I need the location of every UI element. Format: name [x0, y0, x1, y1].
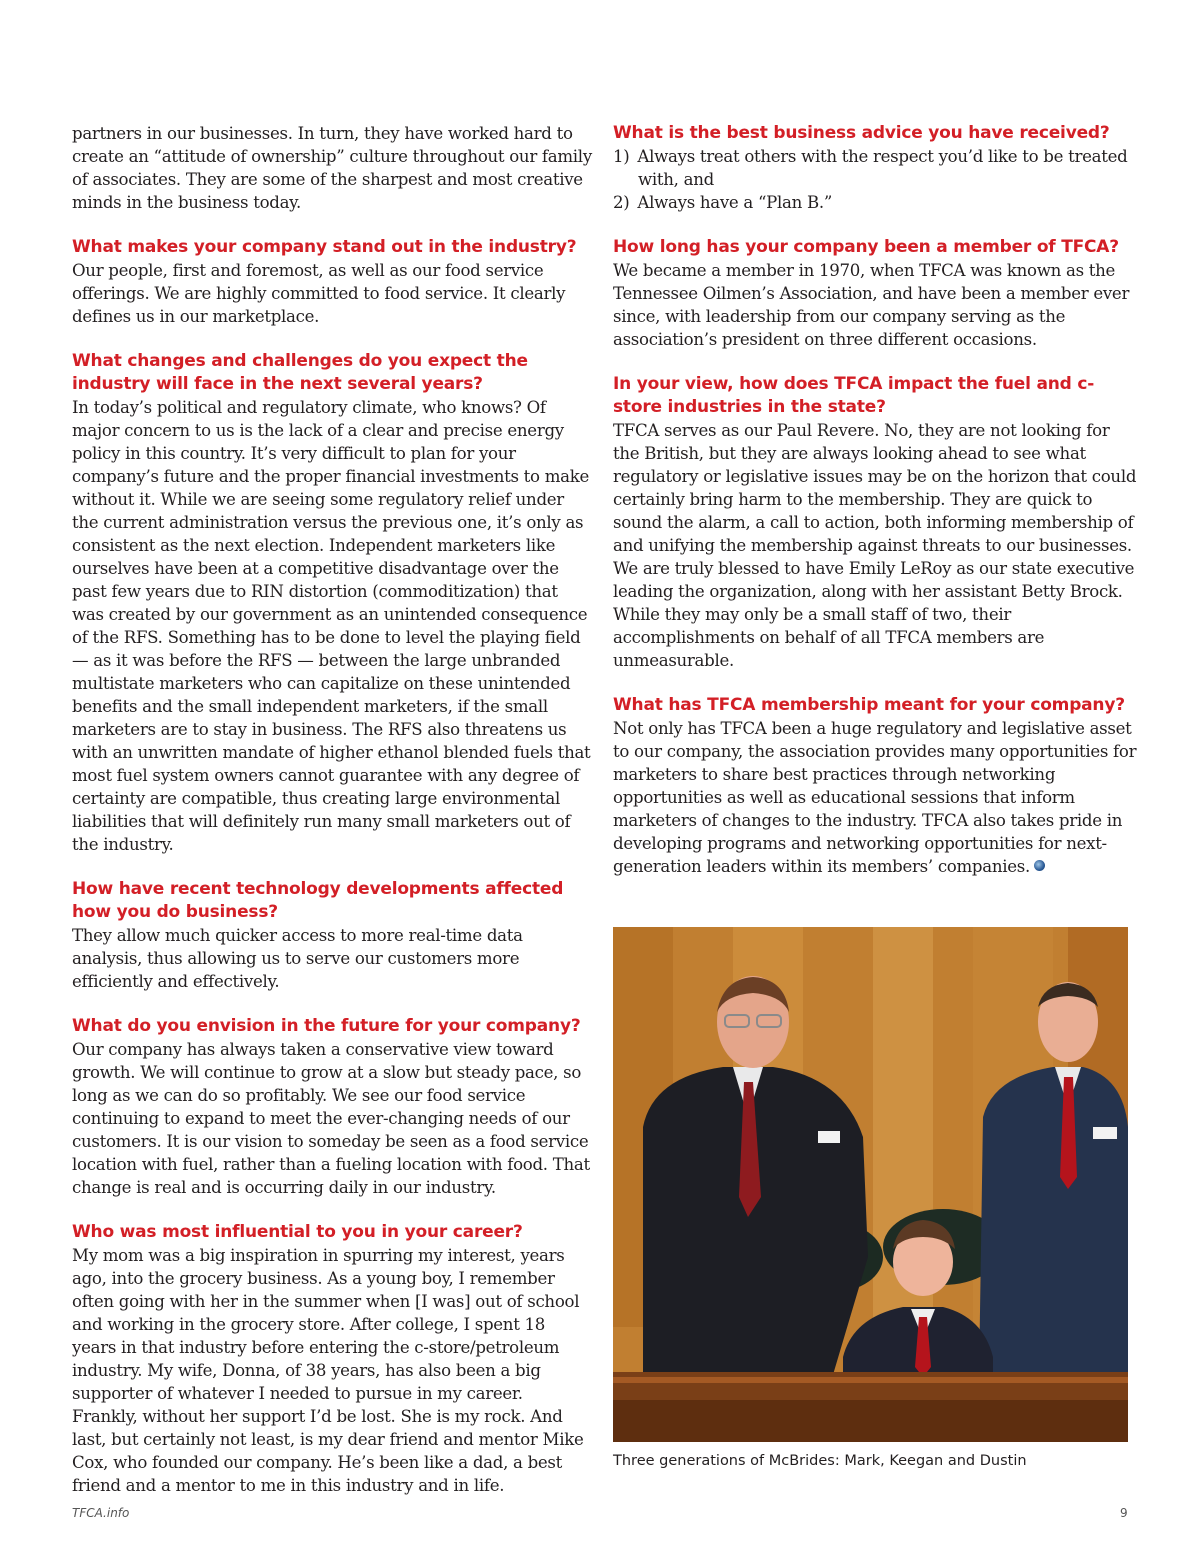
photo-illustration [613, 927, 1128, 1442]
photo-caption: Three generations of McBrides: Mark, Keegan and Dustin [613, 1453, 1027, 1469]
left-column [72, 122, 592, 1519]
advice-list [613, 145, 1138, 214]
answer-paragraph: They allow much quicker access to more real-time data analysis, thus allowing us to serve our customers more efficiently and effectively. [72, 926, 523, 991]
intro-paragraph: partners in our businesses. In turn, they have worked hard to create an “attitude of ownership” culture throughout our family of associates. They are some of the sharpest and most creative minds in the business today. [72, 124, 592, 212]
advice-item: 2) Always have a “Plan B.” [613, 193, 833, 212]
question-heading: How have recent technology developments affected how you do business? [72, 879, 564, 922]
question-heading: What do you envision in the future for your company? [72, 1016, 581, 1036]
right-column [613, 122, 1138, 900]
mcbride-family-photo [613, 927, 1128, 1442]
question-heading: What is the best business advice you have received? [613, 123, 1110, 143]
answer-paragraph: Our company has always taken a conservative view toward growth. We will continue to grow at a slow but steady pace, so long as we can do so profitably. We see our food service continuing to expand to meet the ever-changing needs of our customers. It is our vision to someday be seen as a food service location with fuel, rather than a fueling location with food. That change is real and is occurring daily in our industry. [72, 1040, 590, 1197]
answer-paragraph: In today’s political and regulatory climate, who knows? Of major concern to us is the lack of a clear and precise energy policy in this country. It’s very difficult to plan for your company’s future and the proper financial investments to make without it. While we are seeing some regulatory relief under the current administration versus the previous one, it’s only as consistent as the next election. Independent marketers like ourselves have been at a competitive disadvantage over the past few years due to RIN distortion (commoditization) that was created by our government as an unintended consequence of the RFS. Something has to be done to level the playing field — as it was before the RFS — between the large unbranded multistate marketers who can capitalize on these unintended benefits and the small independent marketers, if the small marketers are to stay in business. The RFS also threatens us with an unwritten mandate of higher ethanol blended fuels that most fuel system owners cannot guarantee with any degree of certainty are compatible, thus creating large environmental liabilities that will definitely run many small marketers out of the industry. [72, 398, 591, 854]
answer-paragraph: Our people, first and foremost, as well as our food service offerings. We are highly committed to food service. It clearly defines us in our marketplace. [72, 261, 566, 326]
question-heading: What makes your company stand out in the industry? [72, 237, 577, 257]
answer-paragraph [613, 717, 1138, 878]
end-of-article-icon [1034, 860, 1045, 871]
question-heading: Who was most influential to you in your career? [72, 1222, 523, 1242]
page-number: 9 [1120, 1506, 1128, 1520]
answer-paragraph: We became a member in 1970, when TFCA was known as the Tennessee Oilmen’s Association, and have been a member ever since, with leadership from our company serving as the association’s president on three different occasions. [613, 261, 1130, 349]
answer-paragraph: My mom was a big inspiration in spurring my interest, years ago, into the grocery business. As a young boy, I remember often going with her in the summer when [I was] out of school and working in the grocery store. After college, I spent 18 years in that industry before entering the c-store/petroleum industry. My wife, Donna, of 38 years, has also been a big supporter of whatever I needed to pursue in my career. Frankly, without her support I’d be lost. She is my rock. And last, but certainly not least, is my dear friend and mentor Mike Cox, who founded our company. He’s been like a dad, a best friend and a mentor to me in this industry and in life. [72, 1246, 584, 1495]
question-heading: What has TFCA membership meant for your company? [613, 695, 1125, 715]
question-heading: What changes and challenges do you expect the industry will face in the next several years? [72, 351, 528, 394]
final-answer-text: Not only has TFCA been a huge regulatory and legislative asset to our company, the association provides many opportunities for marketers to share best practices through networking opportunities as well as educational sessions that inform marketers of changes to the industry. TFCA also takes pride in developing programs and networking opportunities for next-generation leaders within its members’ companies. [613, 719, 1137, 876]
footer-site: TFCA.info [72, 1506, 130, 1520]
advice-item: 1) Always treat others with the respect you’d like to be treated with, and [613, 147, 1128, 189]
question-heading: In your view, how does TFCA impact the fuel and c-store industries in the state? [613, 374, 1095, 417]
answer-paragraph: TFCA serves as our Paul Revere. No, they are not looking for the British, but they are always looking ahead to see what regulatory or legislative issues may be on the horizon that could certainly bring harm to the membership. They are quick to sound the alarm, a call to action, both informing membership of and unifying the membership against threats to our businesses. We are truly blessed to have Emily LeRoy as our state executive leading the organization, along with her assistant Betty Brock. While they may only be a small staff of two, their accomplishments on behalf of all TFCA members are unmeasurable. [613, 421, 1137, 670]
question-heading: How long has your company been a member of TFCA? [613, 237, 1119, 257]
